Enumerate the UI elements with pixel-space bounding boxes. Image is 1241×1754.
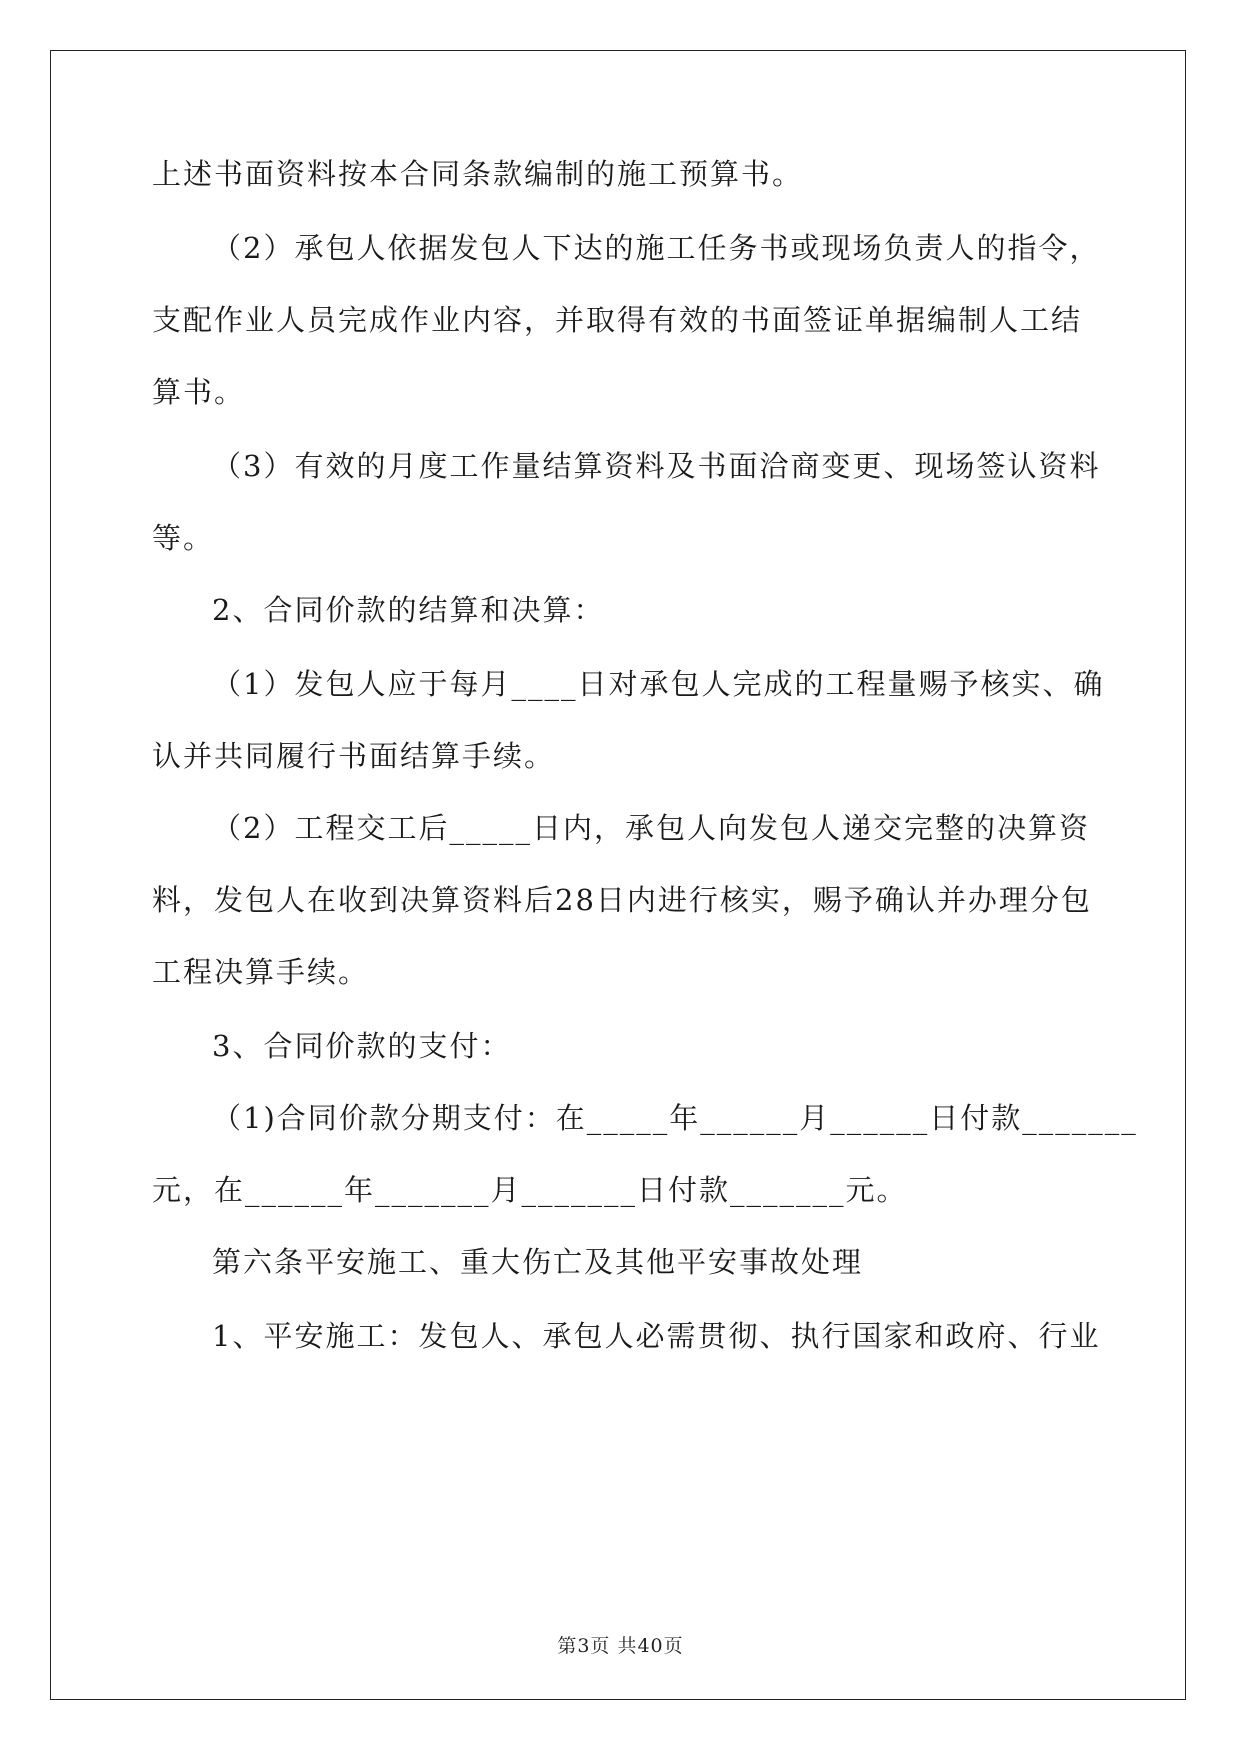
text-line: 1、平安施工：发包人、承包人必需贯彻、执行国家和政府、行业 — [212, 1319, 1101, 1353]
text-line: （1）发包人应于每月____日对承包人完成的工程量赐予核实、确 — [212, 667, 1105, 701]
text-line: 3、合同价款的支付： — [212, 1029, 512, 1063]
text-line: 料，发包人在收到决算资料后28日内进行核实，赐予确认并办理分包 — [152, 883, 1092, 917]
text-line: 2、合同价款的结算和决算： — [212, 593, 605, 627]
text-line: 等。 — [152, 521, 215, 555]
text-line: 认并共同履行书面结算手续。 — [152, 739, 556, 773]
page-border — [50, 50, 1186, 1700]
text-line: 支配作业人员完成作业内容，并取得有效的书面签证单据编制人工结 — [152, 303, 1083, 337]
text-line: 元，在______年_______月_______日付款_______元。 — [152, 1173, 908, 1207]
text-line: （2）承包人依据发包人下达的施工任务书或现场负责人的指令， — [212, 231, 1101, 265]
text-line: （3）有效的月度工作量结算资料及书面洽商变更、现场签认资料 — [212, 449, 1101, 483]
text-line: 第六条平安施工、重大伤亡及其他平安事故处理 — [212, 1245, 864, 1279]
text-line: 工程决算手续。 — [152, 955, 370, 989]
text-line: （2）工程交工后_____日内，承包人向发包人递交完整的决算资 — [212, 811, 1090, 845]
text-line: 上述书面资料按本合同条款编制的施工预算书。 — [152, 157, 804, 191]
text-line: （1)合同价款分期支付：在_____年______月______日付款_______ — [212, 1101, 1138, 1135]
text-line: 算书。 — [152, 375, 246, 409]
page-number-footer: 第3页 共40页 — [557, 1635, 684, 1657]
